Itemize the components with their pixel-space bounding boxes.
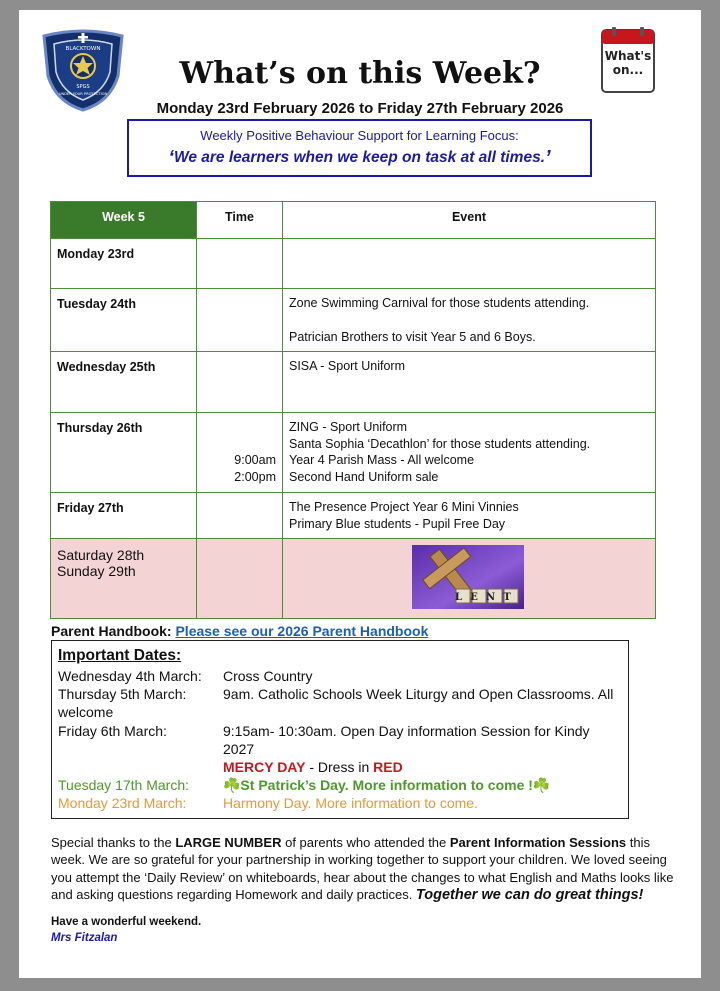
list-item [58,722,622,758]
date-text-wrap: welcome [58,704,114,721]
table-row [51,352,656,413]
day-label: Monday 23rd [51,239,197,289]
important-dates-title: Important Dates: [58,647,182,664]
time-item: 9:00am [234,453,276,467]
day-label: Friday 27th [51,493,197,539]
day-label: Tuesday 24th [51,289,197,352]
event-item: SISA - Sport Uniform [289,359,406,373]
handbook-label: Parent Handbook: [51,623,172,639]
day-label: Thursday 26th [51,413,197,493]
event-cell [283,413,656,493]
thanks-bold: Parent Information Sessions [449,835,627,850]
weekend-row [51,539,656,619]
date-text: Cross Country [223,668,313,684]
open-quote: ‘ [168,147,174,169]
thanks-text: this week. We are so grateful for your partnership in working together to support your children. We loved seeing you attempt the ‘Daily Review’ on whiteboards, hear about the changes to what English and Maths looks like and asking questions regarding Homework and daily practices. [51,835,674,902]
weekend-day-label [51,539,197,619]
time-item [203,419,276,436]
week-number-header: Week 5 [51,202,197,239]
thanks-text: Special thanks to the [51,835,176,850]
list-item [58,758,622,776]
event-item: Second Hand Uniform sale [289,469,439,484]
weekend-message: Have a wonderful weekend. [51,916,202,928]
parent-handbook-line [51,623,428,639]
close-quote: ’ [545,147,551,169]
event-item: Year 4 Parish Mass - All welcome [289,453,475,467]
focus-label: Weekly Positive Behaviour Support for Learning Focus: [200,128,519,143]
parent-handbook-link[interactable]: Please see our 2026 Parent Handbook [175,623,429,639]
page-title: What’s on this Week? [179,56,541,91]
focus-quote-text: We are learners when we keep on task at all times. [173,149,546,166]
table-row [51,493,656,539]
day-label: Wednesday 25th [51,352,197,413]
event-column-header: Event [283,202,656,239]
time-column-header: Time [197,202,283,239]
event-item: Zone Swimming Carnival for those students attending. [289,296,590,310]
time-item: 2:00pm [234,469,276,484]
thanks-closing: Together we can do great things! [415,886,644,903]
date-label: Thursday 5th March: [58,686,187,703]
table-row [51,413,656,493]
date-text: 9am. Catholic Schools Week Liturgy and Open Classrooms. All [223,686,614,703]
thanks-text: of parents who attended the [281,835,450,850]
event-item: Primary Blue students - Pupil Free Day [289,516,506,531]
mercy-red-text: RED [373,759,403,776]
table-row [51,239,656,289]
behaviour-focus-box [127,119,592,177]
lent-cross-image [412,545,524,609]
event-item: Santa Sophia ‘Decathlon’ for those students attending. [289,436,591,451]
event-cell [283,239,656,289]
lent-word: LENT [454,592,520,603]
thank-you-paragraph [51,834,676,904]
list-item [58,685,622,703]
time-cell [197,239,283,289]
time-cell [197,289,283,352]
list-item [58,776,622,794]
event-item: ZING - Sport Uniform [289,420,408,434]
sunday-label: Sunday 29th [57,563,136,579]
event-cell [283,352,656,413]
event-cell [283,289,656,352]
event-item: Patrician Brothers to visit Year 5 and 6 Boys. [289,329,536,344]
time-item [203,436,276,453]
date-label: Tuesday 17th March: [58,777,189,794]
table-row [51,289,656,352]
list-item [58,794,622,812]
date-label: Monday 23rd March: [58,795,187,812]
mercy-day-label: MERCY DAY [223,759,306,776]
date-label: Friday 6th March: [58,722,167,739]
mercy-dress-text: - Dress in [305,759,374,776]
list-item [58,667,622,685]
crest-top-text: BLACKTOWN [65,46,101,52]
mercy-day-text [223,758,622,776]
date-text: ☘️St Patrick’s Day. More information to come !☘️ [223,777,551,794]
badge-text-2: on... [612,63,644,77]
thanks-bold: LARGE NUMBER [175,835,282,850]
event-cell [283,493,656,539]
time-cell [197,493,283,539]
date-text: 9:15am- 10:30am. Open Day information Session for Kindy 2027 [223,722,590,757]
time-cell [197,352,283,413]
important-dates-box [51,640,629,819]
focus-quote [129,147,590,170]
event-item: The Presence Project Year 6 Mini Vinnies [289,500,519,514]
time-cell [197,539,283,619]
table-header-row [51,202,656,239]
badge-text-1: What's [604,49,652,63]
date-label: Wednesday 4th March: [58,668,202,684]
crest-code-text: SPGS [76,84,90,90]
list-item-wrap [58,703,622,721]
signature-name: Mrs Fitzalan [51,932,118,944]
weekly-schedule-table [50,201,656,619]
date-range: Monday 23rd February 2026 to Friday 27th February 2026 [156,100,564,117]
date-text: Harmony Day. More information to come. [223,795,478,812]
saturday-label: Saturday 28th [57,547,145,563]
crest-motto-text: UNDER YOUR PROTECTION [58,92,108,96]
time-cell [197,413,283,493]
